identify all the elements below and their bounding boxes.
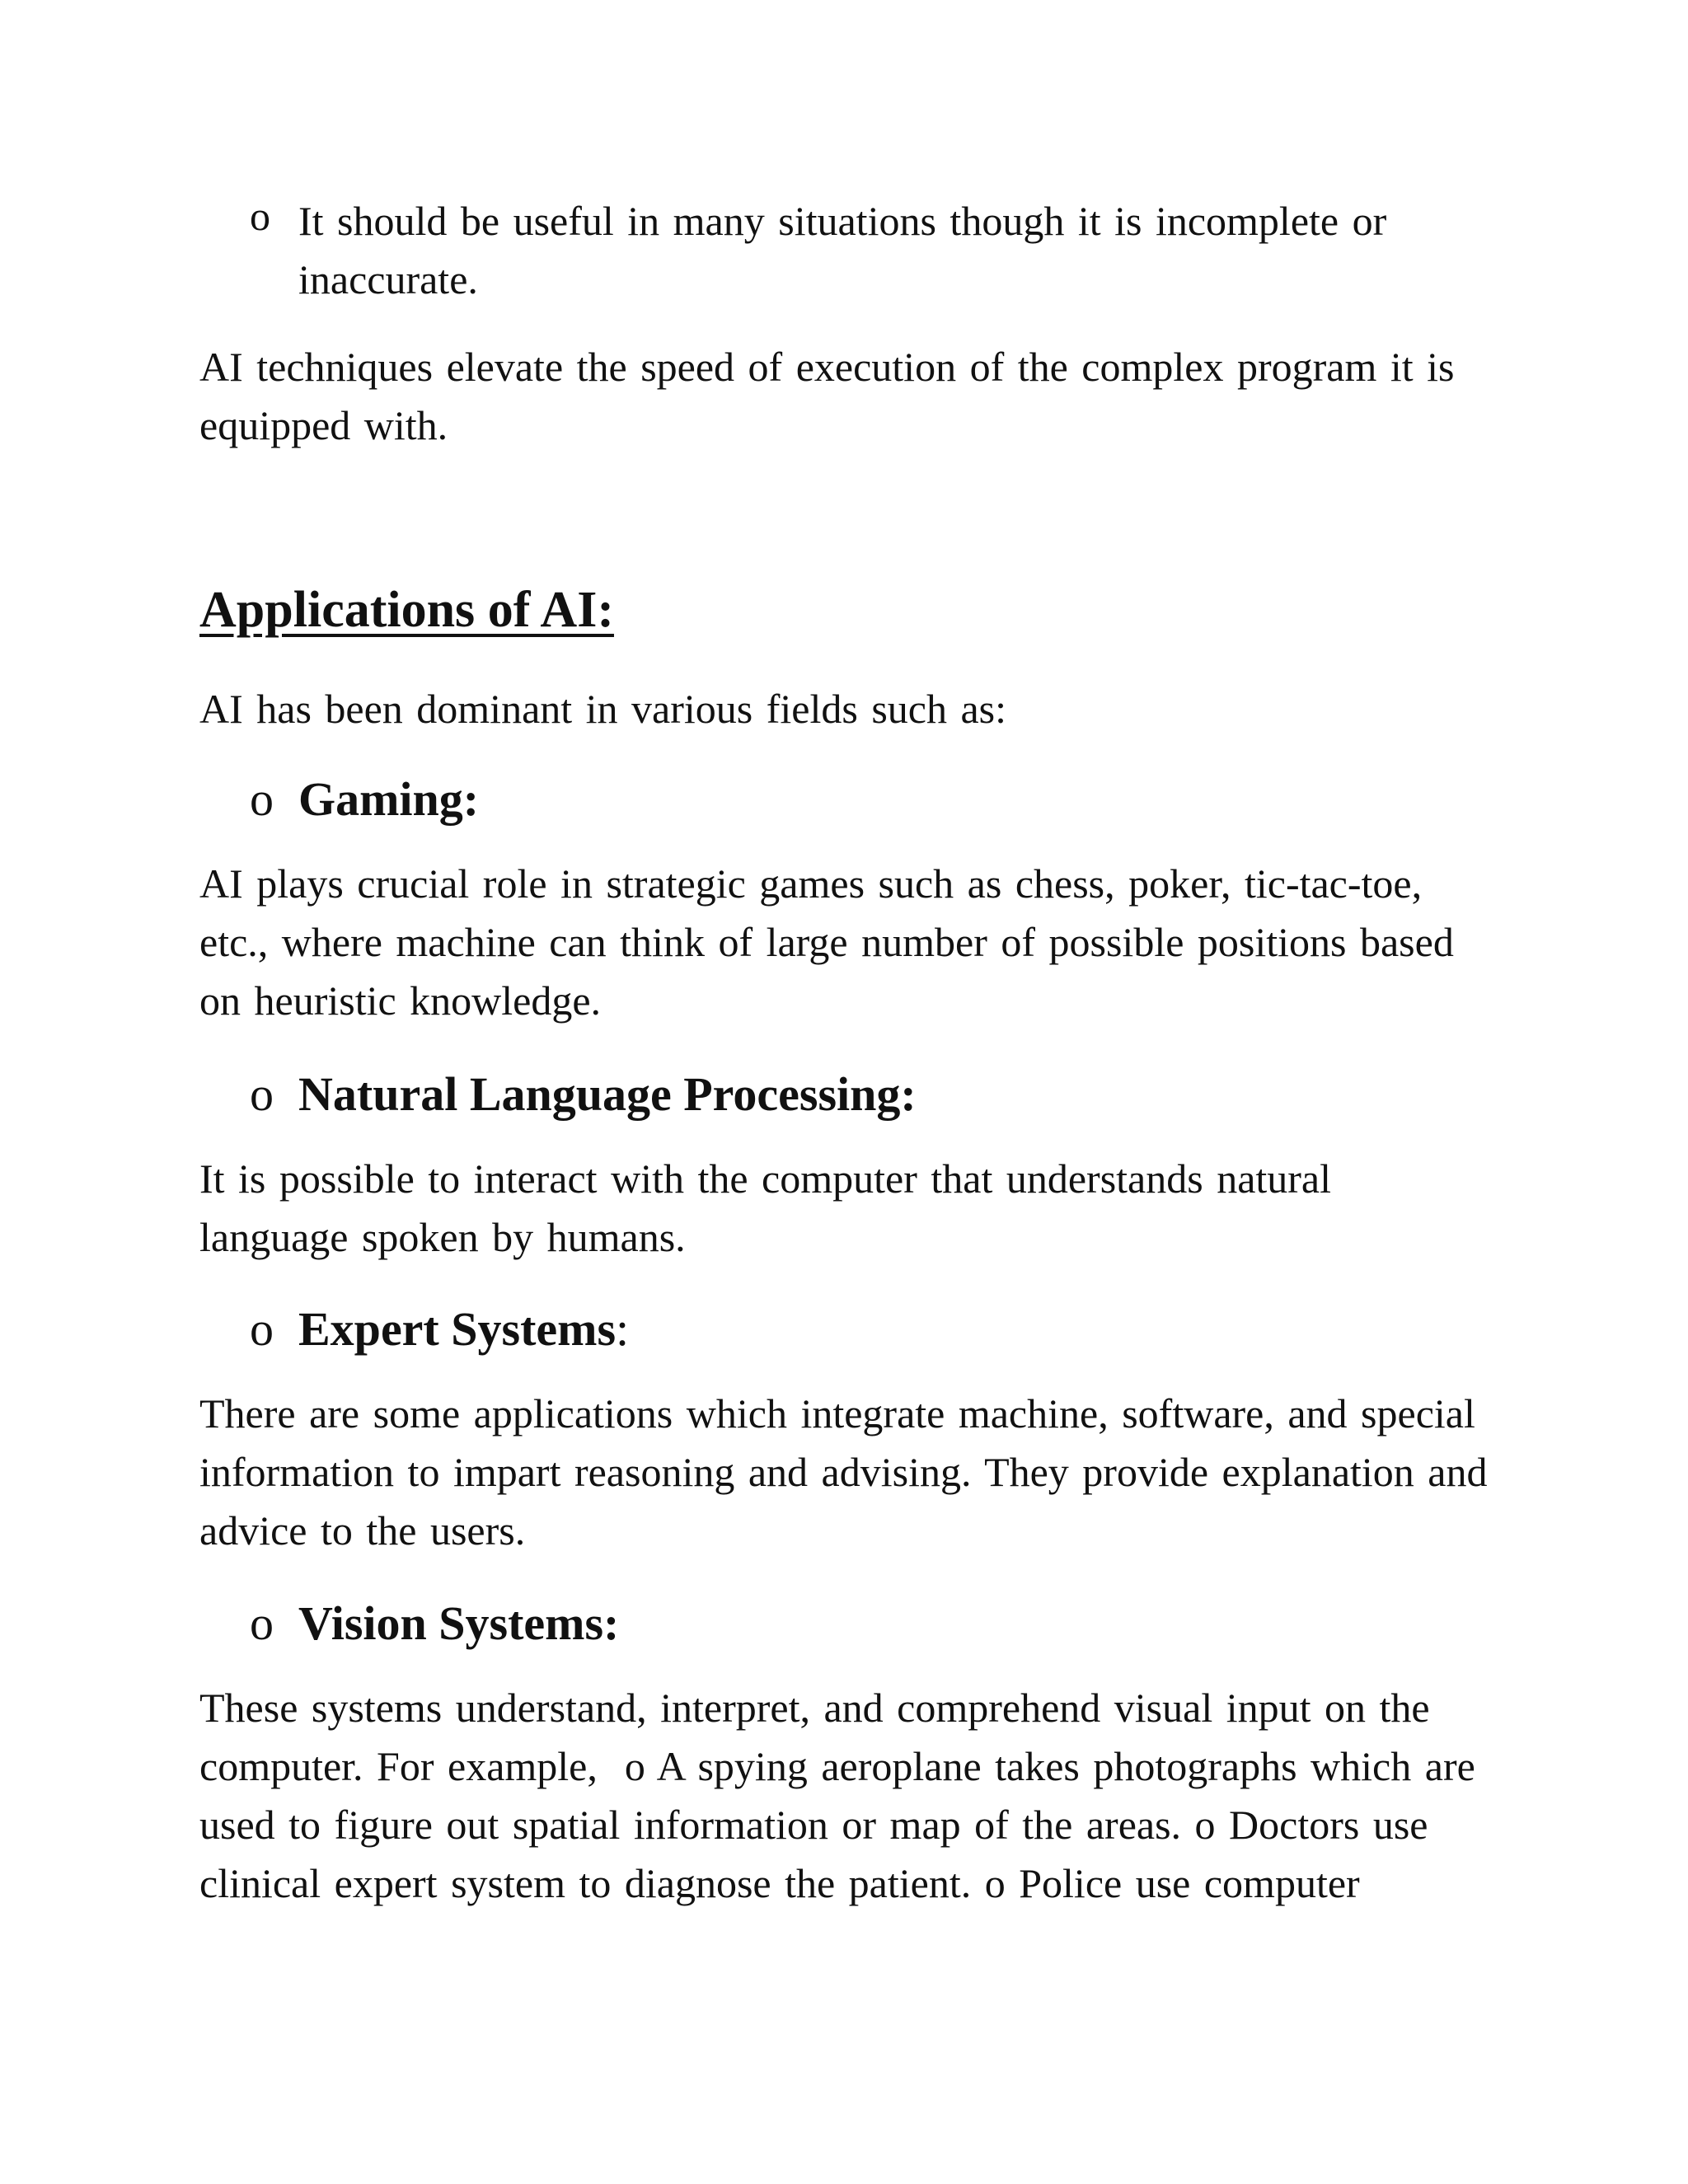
section-intro: AI has been dominant in various fields such as: — [199, 686, 1007, 732]
intro-paragraph: AI techniques elevate the speed of execution of the complex program it is equipped with. — [199, 344, 1455, 448]
subsection-body-block — [199, 855, 1502, 1030]
intro-bullet-text: It should be useful in many situations though it is incomplete or inaccurate. — [298, 198, 1387, 302]
subsection-body-gaming: AI plays crucial role in strategic games such as chess, poker, tic-tac-toe, etc., where machine can think of large number of possible positions based on heuristic knowledge. — [199, 860, 1454, 1024]
subsection-title-vision-systems: Vision Systems: — [298, 1596, 620, 1650]
intro-paragraph-block — [199, 338, 1502, 455]
subsection-body-block — [199, 1385, 1502, 1560]
subsection-title-suffix: : — [616, 1302, 630, 1356]
subsection-body-block — [199, 1150, 1386, 1267]
subsection-body-nlp: It is possible to interact with the computer that understands natural language spoken by humans. — [199, 1155, 1332, 1260]
subsection-body-block — [199, 1679, 1502, 1913]
section-heading: Applications of AI: — [199, 582, 614, 638]
subsection-title-nlp: Natural Language Processing: — [298, 1067, 917, 1121]
bullet-marker: o — [250, 193, 270, 239]
subsection-title-text: Expert Systems — [298, 1302, 617, 1356]
subsection-marker: o — [250, 772, 274, 826]
subsection-marker: o — [250, 1302, 274, 1356]
subsection-body-vision-systems: These systems understand, interpret, and comprehend visual input on the computer. For example, o A spying aeroplane takes photographs which are used to figure out spatial information or map of the areas. o Doctors use clinical expert system to diagnose the patient. o Police use computer — [199, 1685, 1489, 1906]
subsection-title-expert-systems — [298, 1296, 629, 1362]
subsection-body-expert-systems: There are some applications which integrate machine, software, and special information to impart reasoning and advising. They provide explanation and advice to the users. — [199, 1390, 1488, 1554]
section-intro-block — [199, 680, 1502, 738]
subsection-marker: o — [250, 1067, 274, 1121]
subsection-title-gaming: Gaming: — [298, 772, 480, 826]
subsection-marker: o — [250, 1596, 274, 1650]
